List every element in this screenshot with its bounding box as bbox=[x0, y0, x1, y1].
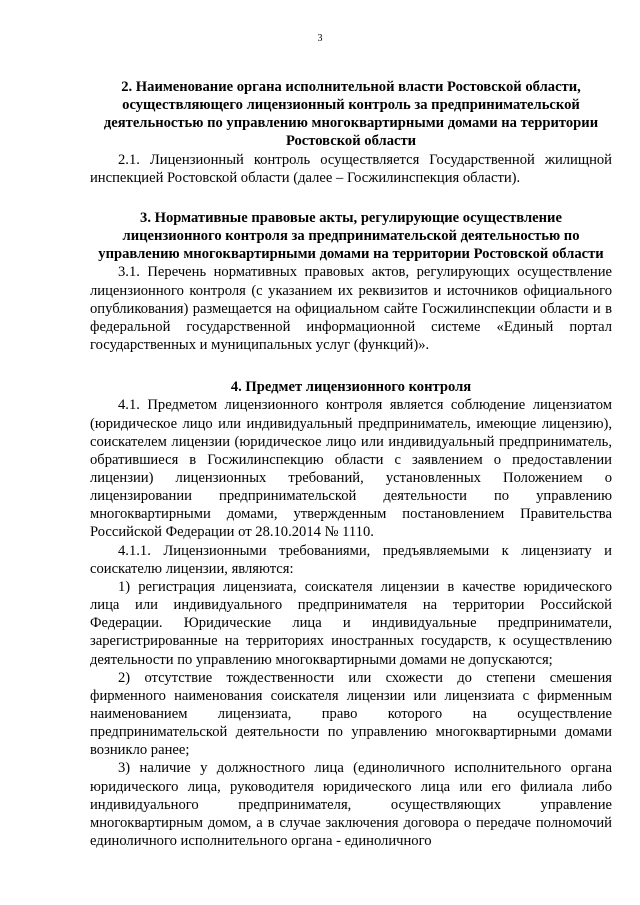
section-3-heading: 3. Нормативные правовые акты, регулирующие осуществление лицензионного контроля за предпринимательской деятельностью по управлению многоквартирными домами на территории Ростовской области bbox=[98, 209, 604, 263]
section-2-heading: 2. Наименование органа исполнительной власти Ростовской области, осуществляющего лицензионный контроль за предпринимательской деятельностью по управлению многоквартирными домами на территории Ростовской области bbox=[103, 79, 599, 150]
page-number: 3 bbox=[317, 33, 323, 44]
section-2 bbox=[90, 78, 612, 187]
paragraph-3-1: 3.1. Перечень нормативных правовых актов, регулирующих осуществление лицензионного контроля (с указанием их реквизитов и источников официального опубликования) размещается на официальном сайте Госжилинспекции области и в федеральной государственной информационной системе «Единый портал государственных и муниципальных услуг (функций)». bbox=[90, 264, 612, 354]
paragraph-4-1: 4.1. Предметом лицензионного контроля является соблюдение лицензиатом (юридическое лицо или индивидуальный предприниматель, имеющие лицензию), соискателем лицензии (юридическое лицо или индивидуальный предприниматель, обратившиеся в Госжилинспекцию области с заявлением о предоставлении лицензии) лицензионных требований, установленных Положением о лицензировании предпринимательской деятельности по управлению многоквартирными домами, утвержденным постановлением Правительства Российской Федерации от 28.10.2014 № 1110. bbox=[90, 397, 612, 541]
section-4-heading: 4. Предмет лицензионного контроля bbox=[230, 379, 472, 396]
requirement-item-2: 2) отсутствие тождественности или схожести до степени смешения фирменного наименования соискателя лицензии или лицензиата с фирменным наименованием лицензиата, право которого на осуществление предпринимательской деятельности по управлению многоквартирными домами возникло ранее; bbox=[90, 669, 612, 759]
section-3 bbox=[90, 209, 612, 354]
document-body bbox=[90, 78, 612, 850]
requirement-item-1: 1) регистрация лицензиата, соискателя лицензии в качестве юридического лица или индивидуального предпринимателя на территории Российской Федерации. Юридические лица и индивидуальные предприниматели, зарегистрированные на территориях иностранных государств, к осуществлению деятельности по управлению многоквартирными домами не допускаются; bbox=[90, 578, 612, 668]
requirement-item-3: 3) наличие у должностного лица (единоличного исполнительного органа юридического лица, руководителя юридического лица или его филиала либо индивидуального предпринимателя, осуществляющих управление многоквартирным домом, а в случае заключения договора о передаче полномочий единоличного исполнительного органа - единоличного bbox=[90, 760, 612, 850]
section-4 bbox=[90, 378, 612, 850]
paragraph-2-1: 2.1. Лицензионный контроль осуществляется Государственной жилищной инспекцией Ростовской области (далее – Госжилинспекция области). bbox=[90, 151, 612, 186]
spacer bbox=[90, 187, 612, 209]
spacer bbox=[90, 354, 612, 378]
paragraph-4-1-1: 4.1.1. Лицензионными требованиями, предъявляемыми к лицензиату и соискателю лицензии, являются: bbox=[90, 542, 612, 577]
